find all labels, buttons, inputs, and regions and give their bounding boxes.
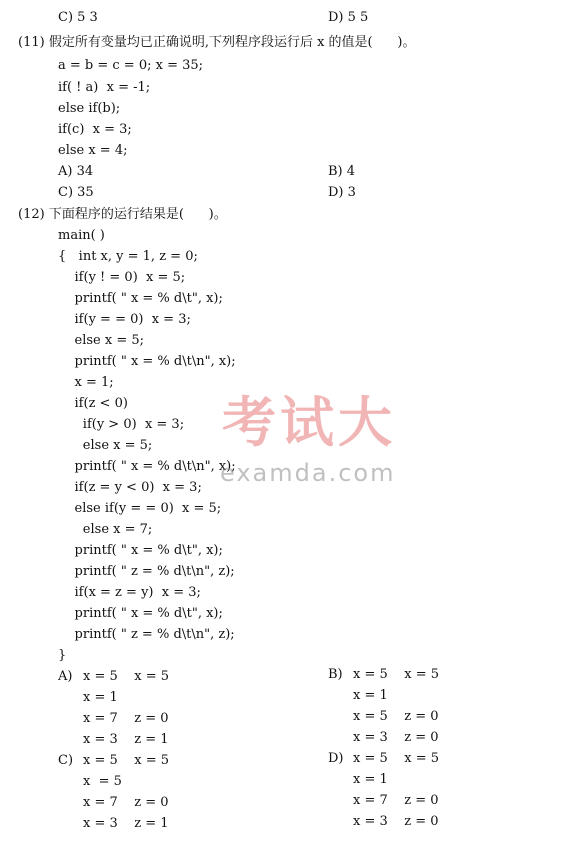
q12-option-b-label: B)	[328, 667, 343, 682]
q11-option-d: D) 3	[328, 185, 356, 200]
q11-option-a: A) 34	[58, 164, 94, 179]
q12-option-d-line-3: x = 7 z = 0	[353, 793, 439, 808]
q12-code-line-2: { int x, y = 1, z = 0;	[58, 249, 198, 264]
q12-code-line-20: printf( " z = % d\t\n", z);	[58, 627, 235, 642]
q12-option-c-line-4: x = 3 z = 1	[83, 816, 169, 831]
q12-code-line-16: printf( " x = % d\t", x);	[58, 543, 223, 558]
q11-code-line-1: a = b = c = 0; x = 35;	[58, 58, 204, 73]
q12-option-c-line-1: x = 5 x = 5	[83, 753, 170, 768]
q12-option-c-line-3: x = 7 z = 0	[83, 795, 169, 810]
q12-option-d-line-2: x = 1	[353, 772, 388, 787]
watermark-logo: 考试大	[222, 391, 396, 454]
q12-option-d-label: D)	[328, 751, 344, 766]
watermark-url: examda.com	[220, 459, 396, 487]
option-c-prev: C) 5 3	[58, 10, 98, 25]
q12-option-b-line-3: x = 5 z = 0	[353, 709, 439, 724]
q11-code-line-4: if(c) x = 3;	[58, 122, 132, 137]
q12-option-a-line-4: x = 3 z = 1	[83, 732, 169, 747]
q12-option-b-line-2: x = 1	[353, 688, 388, 703]
q12-option-a-line-2: x = 1	[83, 690, 118, 705]
q12-code-line-21: }	[58, 648, 67, 663]
q11-code-line-3: else if(b);	[58, 101, 121, 116]
q12-option-c-label: C)	[58, 753, 74, 768]
q12-option-a-line-3: x = 7 z = 0	[83, 711, 169, 726]
q11-code-line-2: if( ! a) x = -1;	[58, 80, 151, 95]
q12-option-b-line-1: x = 5 x = 5	[353, 667, 440, 682]
q12-code-line-15: else x = 7;	[58, 522, 153, 537]
q12-code-line-19: printf( " x = % d\t", x);	[58, 606, 223, 621]
q12-option-d-line-1: x = 5 x = 5	[353, 751, 440, 766]
q12-code-line-12: printf( " x = % d\t\n", x);	[58, 459, 236, 474]
q12-code-line-18: if(x = z = y) x = 3;	[58, 585, 201, 600]
q12-option-b-line-4: x = 3 z = 0	[353, 730, 439, 745]
q12-code-line-6: else x = 5;	[58, 333, 145, 348]
q12-code-line-17: printf( " z = % d\t\n", z);	[58, 564, 235, 579]
q12-code-line-11: else x = 5;	[58, 438, 153, 453]
q12-option-a-line-1: x = 5 x = 5	[83, 669, 170, 684]
q11-option-c: C) 35	[58, 185, 94, 200]
q12-code-line-14: else if(y = = 0) x = 5;	[58, 501, 222, 516]
q12-code-line-8: x = 1;	[58, 375, 114, 390]
q12-code-line-7: printf( " x = % d\t\n", x);	[58, 354, 236, 369]
q12-code-line-1: main( )	[58, 228, 105, 243]
q12-code-line-13: if(z = y < 0) x = 3;	[58, 480, 202, 495]
q12-code-line-4: printf( " x = % d\t", x);	[58, 291, 223, 306]
question-12-prompt: (12) 下面程序的运行结果是( )。	[18, 207, 227, 222]
q11-option-b: B) 4	[328, 164, 356, 179]
q12-code-line-5: if(y = = 0) x = 3;	[58, 312, 191, 327]
option-d-prev: D) 5 5	[328, 10, 369, 25]
q12-code-line-9: if(z < 0)	[58, 396, 128, 411]
q12-option-a-label: A)	[58, 669, 73, 684]
q12-code-line-3: if(y ! = 0) x = 5;	[58, 270, 186, 285]
q12-code-line-10: if(y > 0) x = 3;	[58, 417, 185, 432]
question-11-prompt: (11) 假定所有变量均已正确说明,下列程序段运行后 x 的值是( )。	[18, 35, 416, 50]
q11-code-line-5: else x = 4;	[58, 143, 128, 158]
q12-option-d-line-4: x = 3 z = 0	[353, 814, 439, 829]
q12-option-c-line-2: x = 5	[83, 774, 122, 789]
